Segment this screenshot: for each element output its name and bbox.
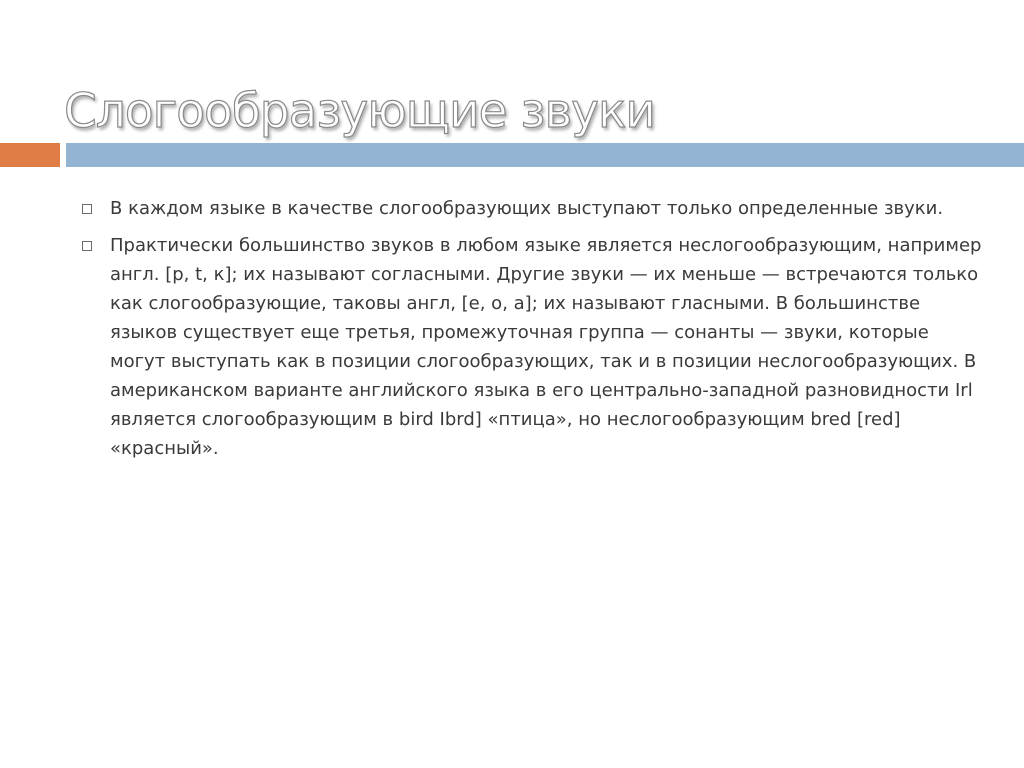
list-item xyxy=(82,194,982,223)
hollow-square-icon xyxy=(82,241,92,251)
bullet-text: В каждом языке в качестве слогообразующих выступают только определенные звуки. xyxy=(110,198,944,219)
title-underline-bar xyxy=(66,143,1024,167)
title-accent-bar xyxy=(0,143,60,167)
slide-title: Слогообразующие звуки xyxy=(64,84,655,139)
bullet-text: Практически большинство звуков в любом языке является неслогообразующим, например англ. [р, t, к]; их называют согласными. Другие звуки — их меньше — встречаются только как слогообразующие, таковы англ, [е, о, а]; их называют гласными. В большинстве языков существует еще третья, промежуточная группа — сонанты — звуки, которые могут выступать как в позиции слогообразующих, так и в позиции неслогообразующих. В американском варианте английского языка в его центрально-западной разновидности Irl является слогообразующим в bird Ibrd] «птица», но неслогообразующим bred [red] «красный». xyxy=(110,235,982,459)
list-item xyxy=(82,231,982,463)
bullet-list xyxy=(82,194,982,471)
hollow-square-icon xyxy=(82,204,92,214)
